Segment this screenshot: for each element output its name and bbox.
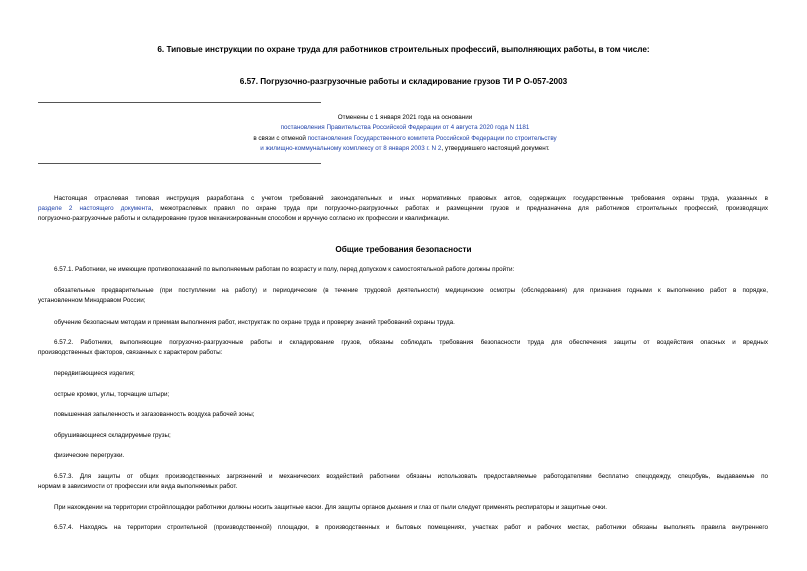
intro-line-2-rest: , межотраслевых правил по охране труда при погрузочно-разгрузочных работах и размещении грузов и предназначена для работников строительных профессий, производящих <box>151 205 768 213</box>
paragraph-6-57-4 <box>38 523 768 533</box>
cancellation-note <box>180 113 630 155</box>
paragraph-6-57-3 <box>38 472 768 492</box>
section-2-link[interactable]: разделе 2 настоящего документа <box>38 205 152 213</box>
helmets-paragraph: При нахождении на территории стройплощадки работники должны носить защитные каски. Для защиты органов дыхания и глаз от пыли следует применять респираторы и защитные очки. <box>54 504 608 511</box>
document-title: 6.57. Погрузочно-разгрузочные работы и складирование грузов ТИ Р О-057-2003 <box>239 77 568 86</box>
factor-item: обрушивающиеся складируемые грузы; <box>54 432 171 439</box>
section-heading: 6. Типовые инструкции по охране труда для работников строительных профессий, выполняющих работы, в том числе: <box>157 45 650 54</box>
medical-line-2: установленном Минздравом России; <box>38 297 146 305</box>
note-decree-link[interactable]: постановления Правительства Российской Федерации от 4 августа 2020 года N 1181 <box>280 124 530 132</box>
factor-item: острые кромки, углы, торчащие штыри; <box>54 391 170 398</box>
p6573-line-2: нормам в зависимости от профессии или вида выполняемых работ. <box>38 483 238 491</box>
p6572-line-1: 6.57.2. Работники, выполняющие погрузочно-разгрузочные работы и складирование грузов, обязаны соблюдать требования безопасности труда для обеспечения защиты от воздействия опасных и вредных <box>54 339 768 346</box>
factor-item: физические перегрузки. <box>54 452 125 459</box>
note-gosstroy-link-cont[interactable]: и жилищно-коммунальному комплексу от 8 января 2003 г. N 2 <box>260 145 442 153</box>
intro-line-3: погрузочно-разгрузочные работы и складирование грузов механизированным способом и вручную согласно их профессии и квалификации. <box>38 215 450 223</box>
factor-item: передвигающиеся изделия; <box>54 370 135 377</box>
factor-item: повышенная запыленность и загазованность воздуха рабочей зоны; <box>54 411 255 418</box>
p6573-line-1: 6.57.3. Для защиты от общих производственных загрязнений и механических воздействий работники обязаны использовать предоставляемые работодателями бесплатно спецодежду, спецобувь, выдаваемые по <box>54 473 768 480</box>
p6572-line-2: производственных факторов, связанных с характером работы: <box>38 349 223 357</box>
general-requirements-title: Общие требования безопасности <box>335 245 472 254</box>
training-paragraph: обучение безопасным методам и приемам выполнения работ, инструктаж по охране труда и проверку знаний требований охраны труда. <box>54 319 455 326</box>
separator-top <box>38 102 321 103</box>
note-gosstroy-link[interactable]: постановления Государственного комитета Российской Федерации по строительству <box>307 134 557 142</box>
paragraph-6-57-1: 6.57.1. Работники, не имеющие противопоказаний по выполняемым работам по возрасту и полу, перед допуском к самостоятельной работе должны пройти: <box>54 266 515 273</box>
intro-line-1: Настоящая отраслевая типовая инструкция разработана с учетом требований законодательных и иных нормативных правовых актов, содержащих государственные требования охраны труда, указанных в <box>54 195 768 202</box>
note-line-1: Отменены с 1 января 2021 года на основании <box>337 114 473 121</box>
p6574-line-1: 6.57.4. Находясь на территории строительной (производственной) площадки, в производственных и бытовых помещениях, участках работ и рабочих местах, работники обязаны выполнять правила внутреннего <box>54 524 768 531</box>
note-line-3-text: в связи с отменой <box>253 134 308 142</box>
intro-paragraph <box>38 194 768 225</box>
medical-exam-paragraph <box>38 286 768 306</box>
medical-line-1: обязательные предварительные (при поступлении на работу) и периодические (в течение трудовой деятельности) медицинские осмотры (обследования) для признания годными к выполнению работ в порядке, <box>54 287 768 294</box>
separator-bottom <box>38 163 321 164</box>
note-line-4-text: , утвердившего настоящий документ. <box>441 145 550 153</box>
paragraph-6-57-2 <box>38 338 768 358</box>
